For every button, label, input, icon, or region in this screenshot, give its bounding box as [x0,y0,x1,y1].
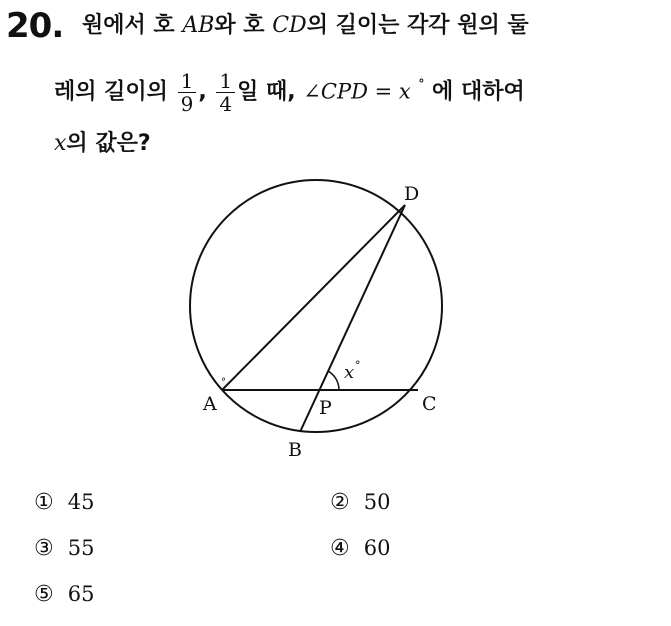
choice-number: ① [34,490,54,515]
fraction-numerator: 1 [216,70,235,93]
answer-choice-5[interactable] [34,582,94,607]
choice-value: 65 [67,582,95,606]
stem-math: AB [182,13,215,38]
choice-value: 55 [67,536,95,560]
choice-number: ④ [330,536,350,561]
choice-number: ⑤ [34,582,54,607]
point-label-p: P [319,397,332,419]
stem-text: 에 대하여 [424,79,525,105]
point-label-d: D [404,183,420,205]
angle-label-x: x [344,362,355,383]
degree-symbol: ° [418,77,425,91]
stem-text: 레의 길이의 [54,79,176,105]
answer-choice-4[interactable] [330,536,390,561]
angle-arc [328,371,340,390]
stem-math: x [54,131,67,156]
answer-choice-3[interactable] [34,536,94,561]
diagram-lines [190,180,442,432]
choice-value: 45 [67,490,95,514]
fraction-denominator: 9 [180,92,194,116]
answer-choice-1[interactable] [34,490,94,515]
answer-choice-2[interactable] [330,490,390,515]
stem-text: 원에서 호 [82,13,183,38]
point-label-a: A [203,393,217,415]
stem-text: 의 길이는 각각 원의 둘 [306,13,529,38]
point-label-b: B [288,439,302,461]
choice-value: 50 [363,490,391,514]
question-number: 20. [6,6,64,46]
choice-number: ② [330,490,350,515]
stem-text: 의 값은? [66,131,151,156]
fraction-denominator: 4 [219,92,233,116]
diagram-labels [202,183,437,461]
stem-separator: , [198,79,207,105]
stem-text: 일 때, [237,79,304,105]
stem-math: CD [272,13,307,38]
angle-mark-a: ° [221,377,226,388]
angle-expression: ∠CPD = x [303,79,411,104]
stem-text: 와 호 [214,13,273,38]
chord-ad [222,205,405,390]
point-label-c: C [422,393,437,415]
choice-number: ③ [34,536,54,561]
chord-bd [300,205,405,432]
circle [190,180,442,432]
angle-label-degree: ° [355,359,361,372]
choice-value: 60 [363,536,391,560]
fraction-numerator: 1 [178,70,197,93]
